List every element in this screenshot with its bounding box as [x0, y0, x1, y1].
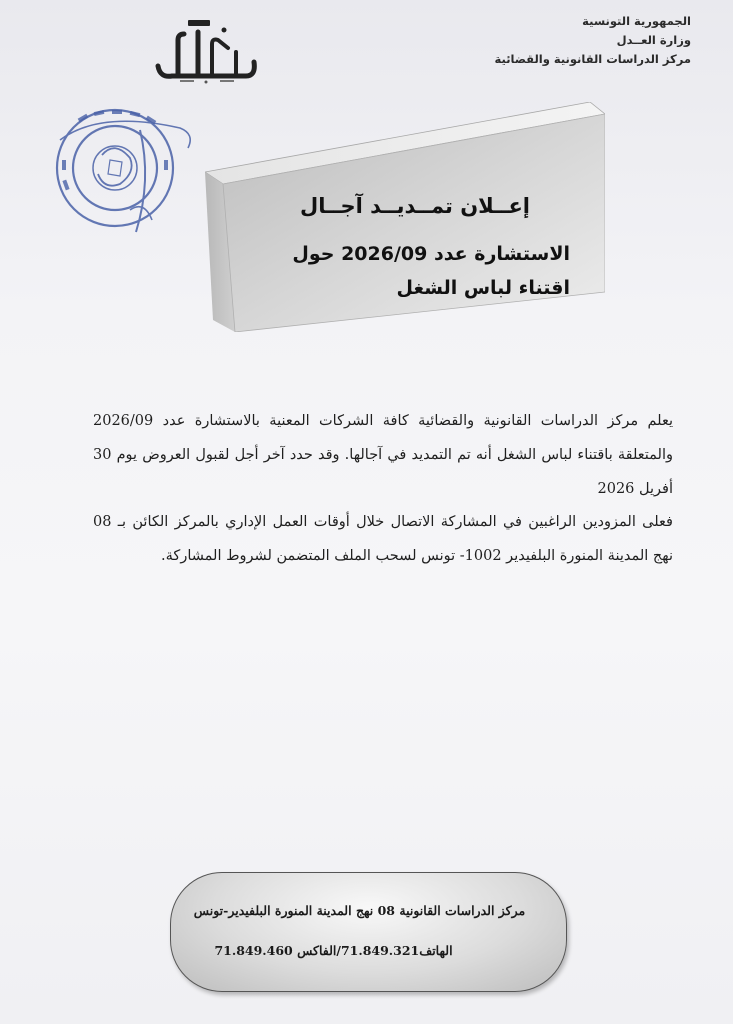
cejj-logo-icon [150, 18, 265, 88]
ministry-name: وزارة العــدل [616, 33, 691, 47]
announcement-box [205, 102, 605, 332]
announcement-title: إعــلان تمــديــد آجــال [299, 194, 530, 218]
announcement-subtitle: الاستشارة عدد 2026/09 حول اقتناء لباس الشغل [292, 243, 570, 299]
republic-name: الجمهورية التونسية [582, 14, 691, 28]
letterhead [495, 12, 691, 69]
center-name: مركز الدراسات القانونية والقضائية [494, 52, 691, 66]
official-stamp-icon [40, 100, 200, 240]
footer-address: مركز الدراسات القانونية 08 نهج المدينة المنورة البلفيدير-تونس [193, 903, 526, 918]
footer-phone-fax: الهاتف71.849.321/الفاكس 71.849.460 [214, 943, 453, 958]
body-paragraph-1: يعلم مركز الدراسات القانونية والقضائية كافة الشركات المعنية بالاستشارة عدد 2026/09 والمتعلقة باقتناء لباس الشغل أنه تم التمديد في آجالها. وقد حدد آخر أجل لقبول العروض يوم 30 أفريل 2026 [93, 413, 673, 497]
body-paragraph-2: فعلى المزودين الراغبين في المشاركة الاتصال خلال أوقات العمل الإداري بالمركز الكائن بـ 08 نهج المدينة المنورة البلفيدير 1002- تونس لسحب الملف المتضمن لشروط المشاركة. [93, 514, 673, 564]
footer-contact-box [170, 872, 567, 992]
